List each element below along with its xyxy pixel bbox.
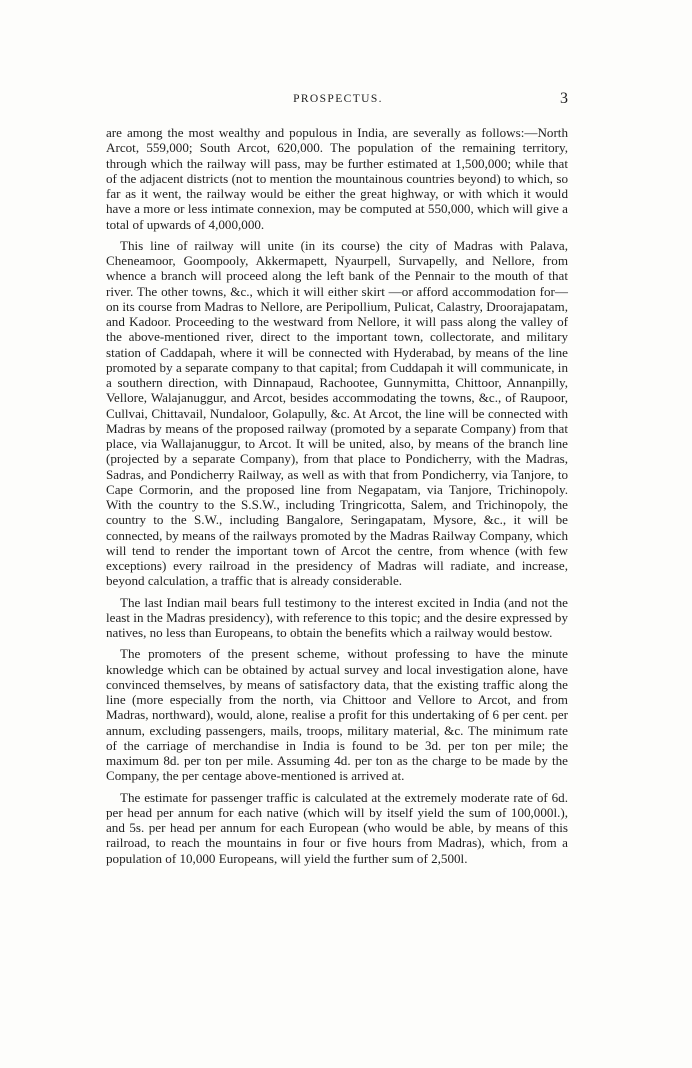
paragraph-indian-mail: The last Indian mail bears full testimony to the interest excited in India (and not the least in the Madras presidency), with reference to this topic; and the desire expressed by natives, no less than Europeans, to obtain the benefits which a railway would bestow. (106, 594, 568, 640)
body-text (106, 125, 568, 872)
paragraph-traffic-profit: The promoters of the present scheme, without professing to have the minute knowledge which can be obtained by actual survey and local investigation alone, have convinced themselves, by means of satisfactory data, that the existing traffic along the line (more especially from the north, via Chittoor and Vellore to Arcot, and from Madras, northward), would, alone, realise a profit for this undertaking of 6 per cent. per annum, excluding passengers, mails, troops, military material, &c. The minimum rate of the carriage of merchandise in India is found to be 3d. per ton per mile; the maximum 8d. per ton per mile. Assuming 4d. per ton as the charge to be made by the Company, the per centage above-mentioned is arrived at. (106, 646, 568, 784)
paragraph-route: This line of railway will unite (in its course) the city of Madras with Palava, Cheneamoor, Goompooly, Akkermapett, Nyaurpell, Survapelly, and Nellore, from whence a branch will proceed along the left bank of the Pennair to the mouth of that river. The other towns, &c., which it will either skirt —or afford accommodation for—on its course from Madras to Nellore, are Peripollium, Pulicat, Calastry, Droorajapatam, and Kadoor. Proceeding to the westward from Nellore, it will pass along the valley of the above-mentioned river, direct to the important town, collectorate, and military station of Caddapah, where it will be connected with Hyderabad, by means of the line promoted by a separate company to that capital; from Cuddapah it will communicate, in a southern direction, with Dinnapaud, Rachootee, Gunnymitta, Chittoor, Annanpilly, Vellore, Walajanuggur, and Arcot, besides accommodating the towns, &c., of Raupoor, Cullvai, Chittavail, Nundaloor, Golapully, &c. At Arcot, the line will be connected with Madras by means of the proposed railway (promoted by a separate Company) from that place, via Wallajanuggur, to Arcot. It will be united, also, by means of the branch line (projected by a separate Company), from that place to Pondicherry, with the Madras, Sadras, and Pondicherry Railway, as well as with that from Pondicherry, via Tanjore, to Cape Cormorin, and the proposed line from Negapatam, via Tanjore, Trichinopoly. With the country to the S.S.W., including Tringricotta, Salem, and Trichinopoly, the country to the S.W., including Bangalore, Seringapatam, Mysore, &c., it will be connected, by means of the railways promoted by the Madras Railway Company, which will tend to render the important town of Arcot the centre, from whence (with few exceptions) every railroad in the presidency of Madras will radiate, and increase, beyond calculation, a traffic that is already considerable. (106, 237, 568, 589)
page-number: 3 (560, 90, 568, 107)
running-head (108, 90, 568, 113)
paragraph-passenger-estimate: The estimate for passenger traffic is calculated at the extremely moderate rate of 6d. per head per annum for each native (which will by itself yield the sum of 100,000l.), and 5s. per head per annum for each European (who would be able, by means of this railroad, to reach the mountains in four or five hours from Madras), which, from a population of 10,000 Europeans, will yield the further sum of 2,500l. (106, 789, 568, 866)
running-title: PROSPECTUS. (293, 93, 383, 105)
paragraph-population: are among the most wealthy and populous in India, are severally as follows:—North Arcot, 559,000; South Arcot, 620,000. The population of the remaining territory, through which the railway will pass, may be further estimated at 1,500,000; while that of the adjacent districts (not to mention the mountainous countries beyond) to which, so far as it went, the railway would be either the great highway, or with which it would have a more or less intimate connexion, may be computed at 550,000, which will give a total of upwards of 4,000,000. (106, 125, 568, 232)
